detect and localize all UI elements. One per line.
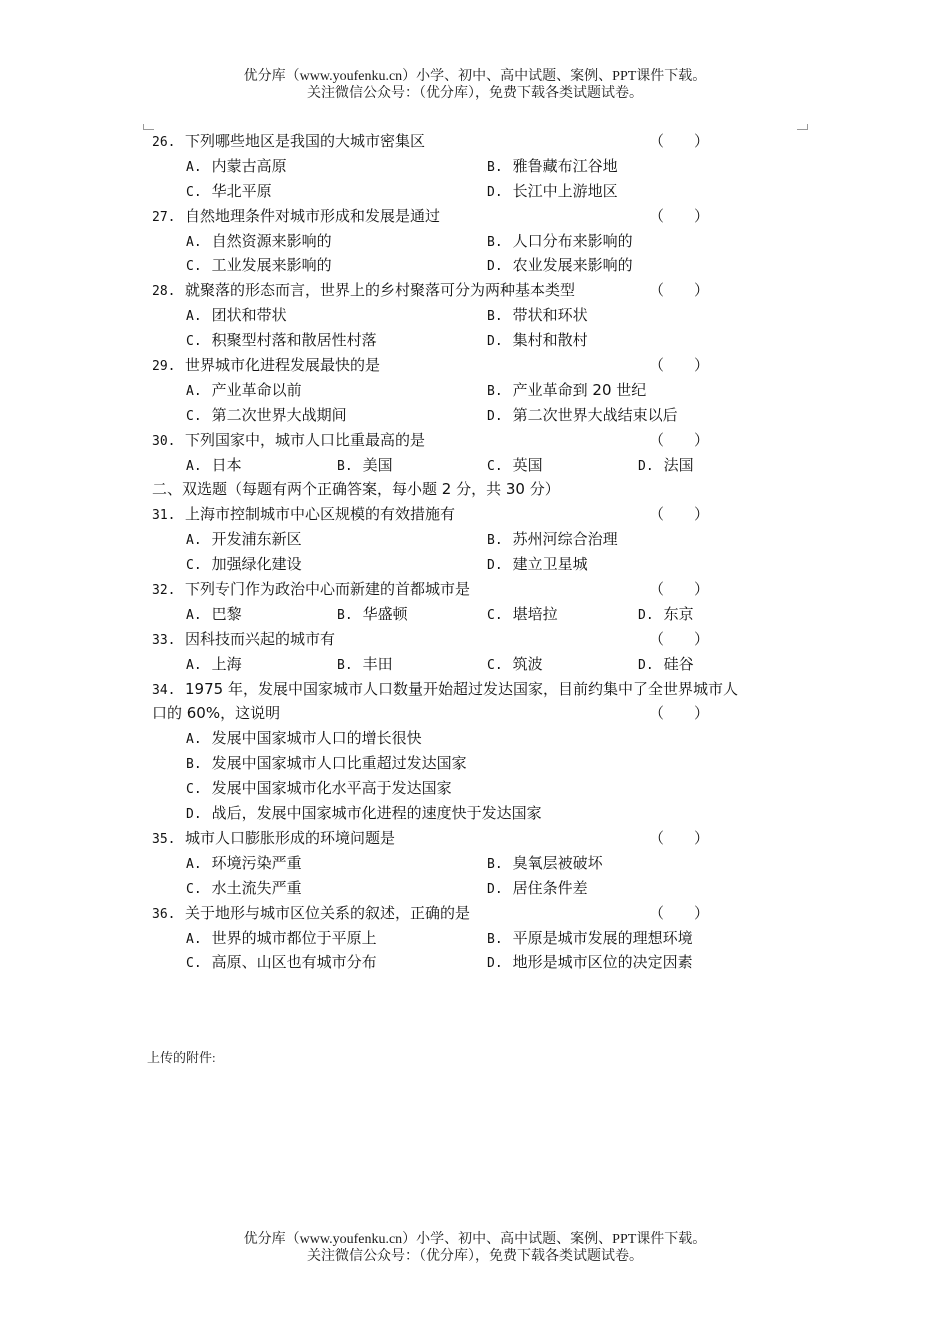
option-d: D. 居住条件差 (487, 878, 588, 897)
question-text: 自然地理条件对城市形成和发展是通过 (185, 206, 441, 225)
question-31 (152, 502, 802, 527)
option-c: C. 积聚型村落和散居性村落 (186, 331, 377, 350)
question-35 (152, 826, 802, 851)
options-row (152, 552, 802, 577)
question-number: 30. (152, 433, 176, 449)
section-title (152, 477, 802, 502)
question-number: 34. (152, 682, 176, 698)
option-a: A. 团状和带状 (186, 306, 287, 325)
option-b: B. 产业革命到 20 世纪 (487, 380, 647, 399)
option-b: B. 华盛顿 (337, 604, 408, 623)
option-d: D. 法国 (638, 455, 694, 474)
option-c: C. 加强绿化建设 (186, 555, 302, 574)
question-29 (152, 353, 802, 378)
options-row (152, 453, 802, 478)
option-d: D. 集村和散村 (487, 331, 588, 350)
option-c: C. 筑波 (487, 654, 543, 673)
question-34-continued (152, 701, 802, 726)
answer-blank: （ ） (649, 356, 710, 375)
answer-blank: （ ） (649, 828, 710, 847)
question-number: 31. (152, 508, 176, 524)
answer-blank: （ ） (649, 505, 710, 524)
option-d: D. 农业发展来影响的 (487, 256, 633, 275)
option-c: C. 工业发展来影响的 (186, 256, 332, 275)
option-b: B. 平原是城市发展的理想环境 (487, 928, 693, 947)
option-a: A. 开发浦东新区 (186, 530, 302, 549)
question-text: 因科技而兴起的城市有 (185, 629, 336, 648)
option-c: C. 水土流失严重 (186, 878, 302, 897)
answer-blank: （ ） (649, 580, 710, 599)
question-text: 1975 年，发展中国家城市人口数量开始超过发达国家，目前约集中了全世界城市人 (185, 679, 738, 698)
options-row (152, 751, 802, 776)
answer-blank: （ ） (649, 629, 710, 648)
option-b: B. 雅鲁藏布江谷地 (487, 156, 618, 175)
footer-banner (0, 1231, 950, 1265)
option-b: B. 苏州河综合治理 (487, 530, 618, 549)
question-28 (152, 278, 802, 303)
options-row (152, 652, 802, 677)
options-row (152, 328, 802, 353)
question-number: 36. (152, 906, 176, 922)
option-c: C. 第二次世界大战期间 (186, 405, 347, 424)
option-a: A. 上海 (186, 654, 242, 673)
options-row (152, 303, 802, 328)
attachment-label: 上传的附件: (147, 1050, 216, 1065)
option-d: D. 第二次世界大战结束以后 (487, 405, 678, 424)
option-c: C. 堪培拉 (487, 604, 558, 623)
option-d: D. 地形是城市区位的决定因素 (487, 953, 693, 972)
options-row (152, 926, 802, 951)
question-list (152, 129, 802, 975)
question-text-continued: 口的 60%，这说明 (152, 704, 281, 723)
option-a: A. 自然资源来影响的 (186, 231, 332, 250)
options-row (152, 776, 802, 801)
option-a: A. 产业革命以前 (186, 380, 302, 399)
options-row (152, 726, 802, 751)
question-number: 27. (152, 209, 176, 225)
banner-line-2: 关注微信公众号：（优分库），免费下载各类试题试卷。 (307, 86, 643, 101)
question-36 (152, 901, 802, 926)
options-row (152, 229, 802, 254)
option-a: A. 发展中国家城市人口的增长很快 (186, 729, 422, 748)
option-b: B. 丰田 (337, 654, 393, 673)
option-d: D. 长江中上游地区 (487, 181, 618, 200)
option-d: D. 战后，发展中国家城市化进程的速度快于发达国家 (186, 804, 542, 823)
question-34 (152, 677, 802, 702)
banner-line-1: 优分库（www.youfenku.cn）小学、初中、高中试题、案例、PPT课件下载。 (243, 69, 707, 84)
question-32 (152, 577, 802, 602)
option-c: C. 发展中国家城市化水平高于发达国家 (186, 779, 452, 798)
option-a: A. 巴黎 (186, 604, 242, 623)
question-text: 关于地形与城市区位关系的叙述，正确的是 (185, 903, 471, 922)
options-row (152, 602, 802, 627)
answer-blank: （ ） (649, 281, 710, 300)
option-b: B. 臭氧层被破坏 (487, 853, 603, 872)
question-text: 城市人口膨胀形成的环境问题是 (185, 828, 396, 847)
option-d: D. 硅谷 (638, 654, 694, 673)
question-number: 35. (152, 831, 176, 847)
option-a: A. 日本 (186, 455, 242, 474)
answer-blank: （ ） (649, 903, 710, 922)
question-text: 上海市控制城市中心区规模的有效措施有 (185, 505, 456, 524)
options-row (152, 876, 802, 901)
option-d: D. 建立卫星城 (487, 555, 588, 574)
options-row (152, 851, 802, 876)
option-b: B. 带状和环状 (487, 306, 588, 325)
options-row (152, 179, 802, 204)
option-b: B. 人口分布来影响的 (487, 231, 633, 250)
question-30 (152, 428, 802, 453)
answer-blank: （ ） (649, 704, 710, 723)
question-33 (152, 627, 802, 652)
question-number: 28. (152, 284, 176, 300)
options-row (152, 154, 802, 179)
option-b: B. 美国 (337, 455, 393, 474)
option-d: D. 东京 (638, 604, 694, 623)
question-text: 下列哪些地区是我国的大城市密集区 (185, 132, 426, 150)
banner-line-2: 关注微信公众号：（优分库），免费下载各类试题试卷。 (307, 1249, 643, 1264)
banner-line-1: 优分库（www.youfenku.cn）小学、初中、高中试题、案例、PPT课件下载。 (243, 1232, 707, 1247)
question-text: 世界城市化进程发展最快的是 (185, 356, 381, 375)
question-number: 26. (152, 135, 176, 150)
question-text: 下列专门作为政治中心而新建的首都城市是 (185, 580, 471, 599)
option-b: B. 发展中国家城市人口比重超过发达国家 (186, 754, 467, 773)
option-c: C. 英国 (487, 455, 543, 474)
option-a: A. 环境污染严重 (186, 853, 302, 872)
options-row (152, 378, 802, 403)
answer-blank: （ ） (649, 132, 710, 150)
answer-blank: （ ） (649, 430, 710, 449)
option-a: A. 世界的城市都位于平原上 (186, 928, 377, 947)
options-row (152, 527, 802, 552)
question-27 (152, 204, 802, 229)
options-row (152, 403, 802, 428)
option-a: A. 内蒙古高原 (186, 156, 287, 175)
question-text: 下列国家中，城市人口比重最高的是 (185, 430, 426, 449)
question-number: 33. (152, 632, 176, 648)
options-row (152, 801, 802, 826)
options-row (152, 253, 802, 278)
question-text: 就聚落的形态而言，世界上的乡村聚落可分为两种基本类型 (185, 281, 576, 300)
option-c: C. 高原、山区也有城市分布 (186, 953, 377, 972)
question-number: 32. (152, 583, 176, 599)
options-row (152, 950, 802, 975)
section-2-title: 二、双选题（每题有两个正确答案，每小题 2 分，共 30 分） (152, 480, 560, 499)
answer-blank: （ ） (649, 206, 710, 225)
header-banner (0, 68, 950, 102)
question-26 (152, 129, 802, 154)
option-c: C. 华北平原 (186, 181, 272, 200)
question-number: 29. (152, 359, 176, 375)
